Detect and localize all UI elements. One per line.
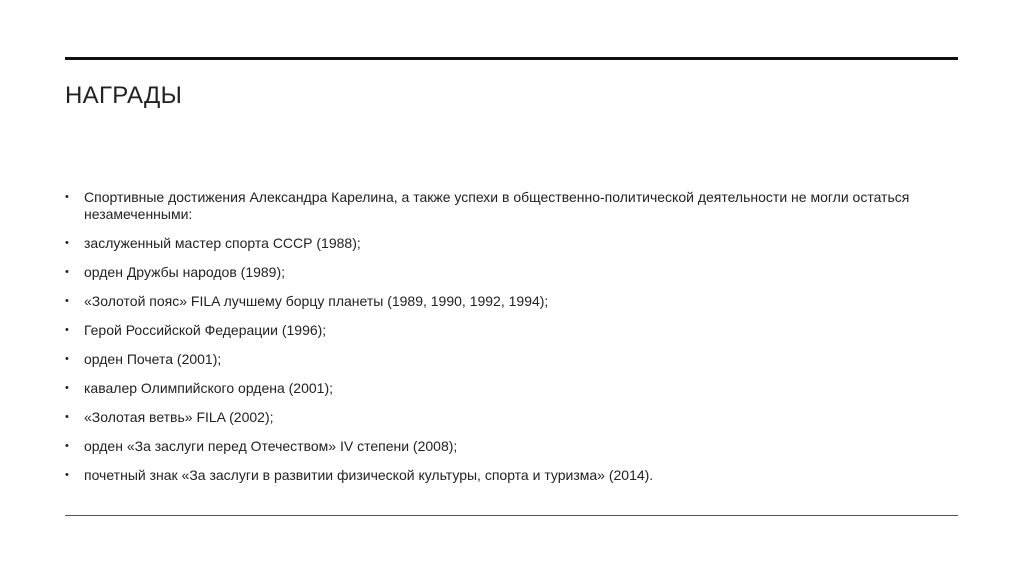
awards-list [65, 189, 945, 496]
bullet-icon: • [65, 382, 69, 394]
list-item-text: заслуженный мастер спорта СССР (1988); [84, 235, 361, 251]
bullet-icon: • [65, 266, 69, 278]
bullet-icon: • [65, 237, 69, 249]
list-item [65, 409, 945, 426]
list-item [65, 467, 945, 484]
slide-title: НАГРАДЫ [65, 82, 183, 109]
bullet-icon: • [65, 191, 69, 203]
list-item [65, 351, 945, 368]
list-item-text: орден Дружбы народов (1989); [84, 264, 286, 280]
bullet-icon: • [65, 295, 69, 307]
list-item [65, 322, 945, 339]
list-item-text: кавалер Олимпийского ордена (2001); [84, 380, 333, 396]
list-item-text: «Золотой пояс» FILA лучшему борцу планеты (1989, 1990, 1992, 1994); [84, 293, 549, 309]
list-item [65, 235, 945, 252]
list-item [65, 264, 945, 281]
list-item-text: орден «За заслуги перед Отечеством» IV степени (2008); [84, 438, 458, 454]
list-item-text: почетный знак «За заслуги в развитии физической культуры, спорта и туризма» (2014). [84, 467, 654, 483]
bullet-icon: • [65, 324, 69, 336]
list-item [65, 380, 945, 397]
bullet-icon: • [65, 411, 69, 423]
bullet-icon: • [65, 469, 69, 481]
list-item [65, 438, 945, 455]
list-item-text: «Золотая ветвь» FILA (2002); [84, 409, 274, 425]
list-item [65, 189, 945, 223]
bullet-icon: • [65, 353, 69, 365]
list-item [65, 293, 945, 310]
bottom-divider [65, 515, 958, 516]
bullet-icon: • [65, 440, 69, 452]
list-item-text: Спортивные достижения Александра Карелина, а также успехи в общественно-политической деятельности не могли остаться незамеченными: [84, 189, 910, 222]
list-item-text: Герой Российской Федерации (1996); [84, 322, 327, 338]
top-divider [65, 57, 958, 60]
list-item-text: орден Почета (2001); [84, 351, 222, 367]
